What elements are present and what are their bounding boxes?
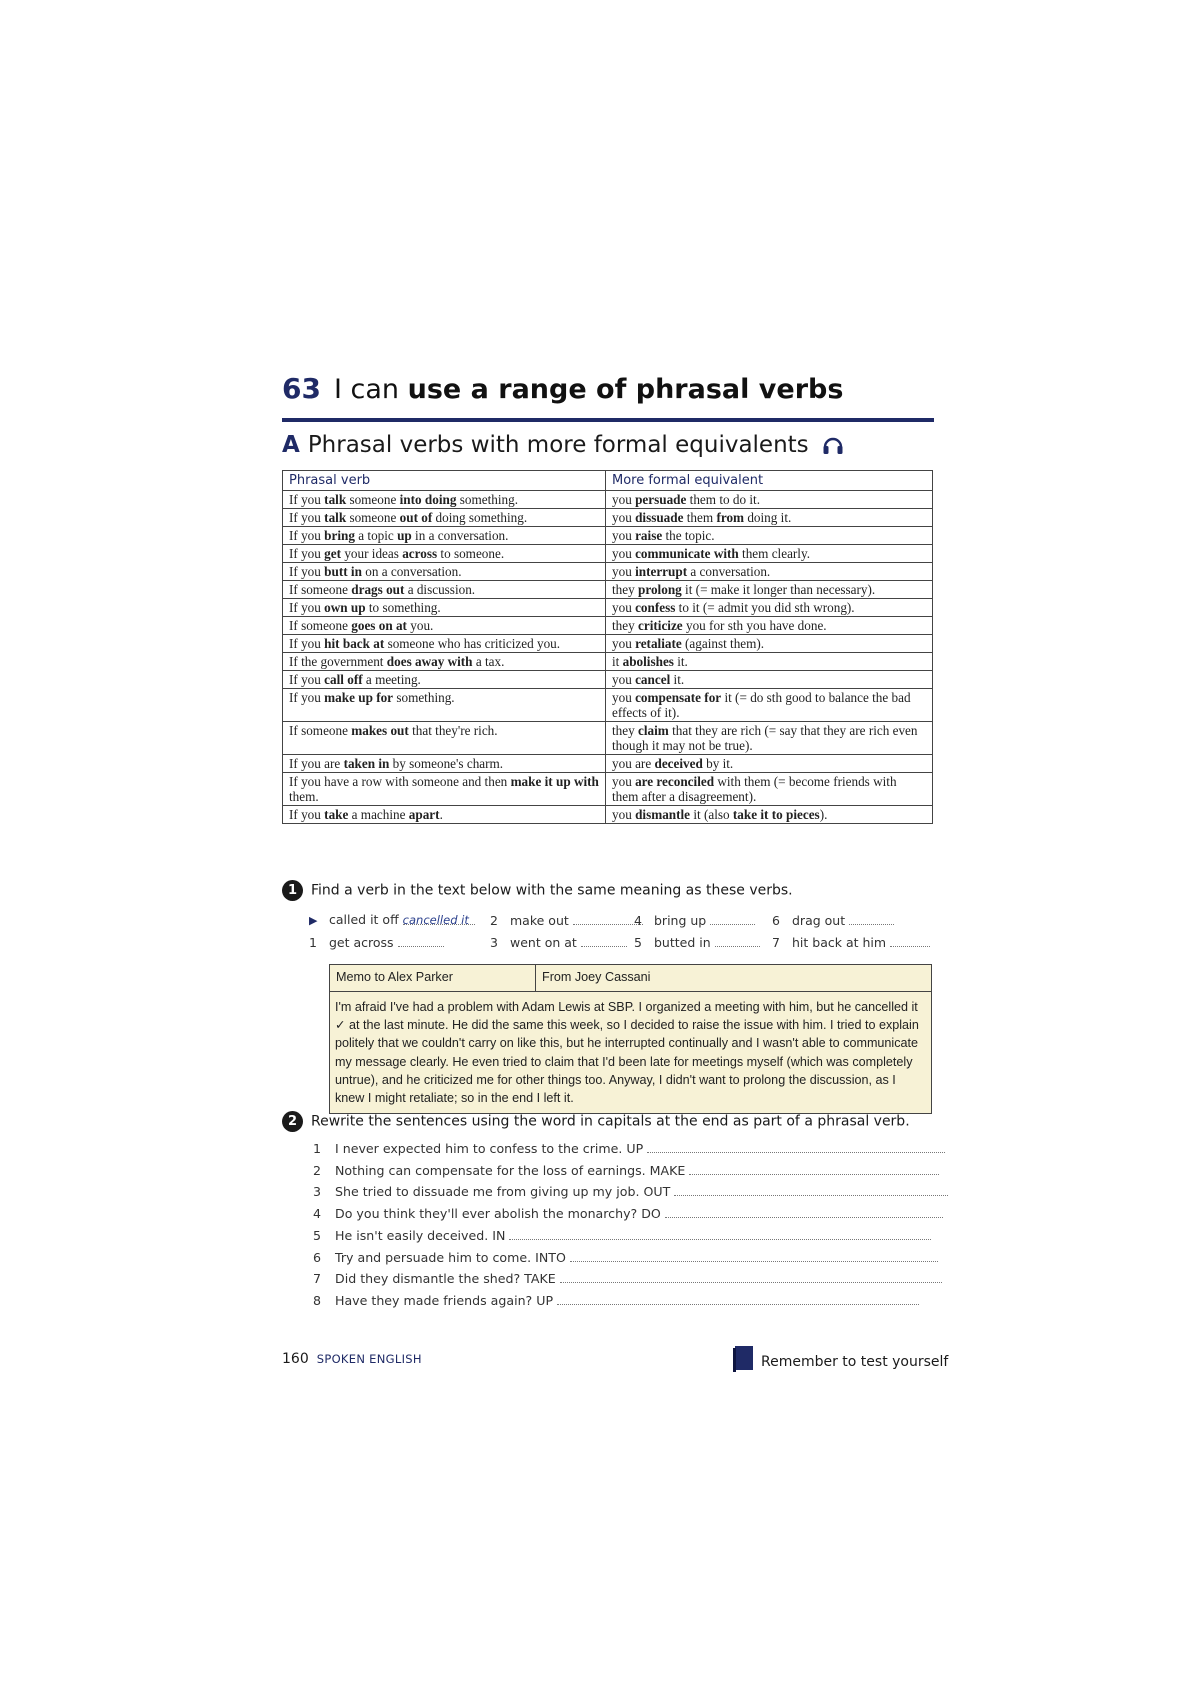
list-item: 7 hit back at him	[772, 934, 930, 950]
phrasal-verb-cell: If you butt in on a conversation.	[283, 563, 606, 581]
item-number: 6	[313, 1249, 322, 1265]
answer-blank[interactable]	[849, 912, 894, 925]
phrasal-verb-cell: If you own up to something.	[283, 599, 606, 617]
formal-equivalent-cell: you cancel it.	[606, 671, 933, 689]
item-text: Nothing can compensate for the loss of earnings. MAKE	[335, 1162, 686, 1178]
phrasal-verb-cell: If you have a row with someone and then make it up with them.	[283, 773, 606, 806]
formal-equivalent-cell: you dissuade them from doing it.	[606, 509, 933, 527]
header-formal-equivalent: More formal equivalent	[606, 471, 933, 491]
phrasal-verb-cell: If you talk someone out of doing something.	[283, 509, 606, 527]
answer-blank[interactable]	[509, 1227, 931, 1240]
table-body	[283, 491, 933, 824]
answer-blank[interactable]	[581, 934, 627, 947]
section-a-heading	[282, 432, 844, 461]
formal-equivalent-cell: they criticize you for sth you have done.	[606, 617, 933, 635]
table-header-row	[283, 471, 933, 491]
list-item: 5 butted in	[634, 934, 760, 950]
formal-equivalent-cell: you compensate for it (= do sth good to balance the bad effects of it).	[606, 689, 933, 722]
list-item	[313, 1249, 938, 1265]
phrasal-verb-cell: If you hit back at someone who has criticized you.	[283, 635, 606, 653]
formal-equivalent-cell: you retaliate (against them).	[606, 635, 933, 653]
item-number: 4	[313, 1206, 322, 1222]
phrasal-verb-cell: If someone makes out that they're rich.	[283, 722, 606, 755]
example-answer-blank[interactable]	[403, 912, 475, 925]
table-row	[283, 689, 933, 722]
page-footer-left	[282, 1351, 422, 1367]
formal-equivalent-cell: you communicate with them clearly.	[606, 545, 933, 563]
formal-equivalent-cell: you confess to it (= admit you did sth wrong).	[606, 599, 933, 617]
list-item	[313, 1270, 942, 1286]
item-text: He isn't easily deceived. IN	[335, 1227, 506, 1243]
memo-body: I'm afraid I've had a problem with Adam Lewis at SBP. I organized a meeting with him, but he cancelled it ✓ at the last minute. He did the same this week, so I decided to raise the issue with him. I tried to explain politely that we couldn't carry on like this, but he interrupted continually and I wasn't able to communicate my message clearly. He even tried to claim that I'd been late for meetings myself (which was completely untrue), and he criticized me for other things too. Anyway, I didn't want to prolong the discussion, as I knew I might retaliate; so in the end I left it.	[335, 1000, 919, 1106]
footer-section: SPOKEN ENGLISH	[316, 1352, 422, 1366]
formal-equivalent-cell: it abolishes it.	[606, 653, 933, 671]
exercise-1-instruction: Find a verb in the text below with the same meaning as these verbs.	[311, 882, 793, 899]
answer-blank[interactable]	[573, 912, 643, 925]
answer-blank[interactable]	[710, 912, 755, 925]
formal-equivalent-cell: you are reconciled with them (= become friends with them after a disagreement).	[606, 773, 933, 806]
list-item	[313, 1205, 943, 1221]
table-row	[283, 635, 933, 653]
exercise-2-heading	[282, 1111, 910, 1132]
list-item	[313, 1183, 948, 1199]
answer-blank[interactable]	[890, 934, 930, 947]
exercise-number-badge: 2	[282, 1111, 303, 1132]
unit-title-bold: use a range of phrasal verbs	[407, 374, 844, 405]
phrasal-verb-cell: If you take a machine apart.	[283, 806, 606, 824]
answer-blank[interactable]	[689, 1162, 939, 1175]
exercise-number-badge: 1	[282, 880, 303, 901]
phrasal-verb-cell: If you bring a topic up in a conversation.	[283, 527, 606, 545]
list-item: 4 bring up	[634, 912, 755, 928]
memo-header	[330, 965, 931, 992]
list-item	[313, 1162, 939, 1178]
list-item: 1 get across	[309, 934, 444, 950]
table-row	[283, 527, 933, 545]
item-text: Did they dismantle the shed? TAKE	[335, 1271, 556, 1287]
memo-to: Memo to Alex Parker	[330, 965, 536, 991]
phrasal-verb-cell: If you make up for something.	[283, 689, 606, 722]
item-number: 7	[313, 1271, 322, 1287]
memo-box	[329, 964, 932, 1114]
table-row	[283, 806, 933, 824]
formal-equivalent-cell: you raise the topic.	[606, 527, 933, 545]
table-row	[283, 617, 933, 635]
table-row	[283, 755, 933, 773]
phrasal-verb-cell: If you talk someone into doing something.	[283, 491, 606, 509]
list-item	[313, 1292, 919, 1308]
phrasal-verb-cell: If you call off a meeting.	[283, 671, 606, 689]
formal-equivalent-cell: you are deceived by it.	[606, 755, 933, 773]
play-arrow-icon: ▶	[309, 914, 318, 927]
phrasal-verb-cell: If someone goes on at you.	[283, 617, 606, 635]
header-phrasal-verb: Phrasal verb	[283, 471, 606, 491]
table-row	[283, 599, 933, 617]
phrasal-verb-cell: If the government does away with a tax.	[283, 653, 606, 671]
unit-title-lead: I can	[334, 374, 408, 405]
exercise-2-instruction: Rewrite the sentences using the word in capitals at the end as part of a phrasal verb.	[311, 1113, 910, 1130]
formal-equivalent-cell: they prolong it (= make it longer than necessary).	[606, 581, 933, 599]
table-row	[283, 545, 933, 563]
formal-equivalent-cell: they claim that they are rich (= say that they are rich even though it may not be true).	[606, 722, 933, 755]
exercise-1-example	[309, 912, 475, 927]
formal-equivalent-cell: you persuade them to do it.	[606, 491, 933, 509]
unit-heading	[282, 370, 934, 422]
item-text: Have they made friends again? UP	[335, 1292, 554, 1308]
list-item: 3 went on at	[490, 934, 627, 950]
page-footer-right	[731, 1344, 948, 1376]
answer-blank[interactable]	[557, 1292, 919, 1305]
list-item	[313, 1227, 931, 1243]
phrasal-verb-cell: If someone drags out a discussion.	[283, 581, 606, 599]
item-text: She tried to dissuade me from giving up my job. OUT	[335, 1184, 671, 1200]
book-icon	[731, 1344, 755, 1376]
item-number: 1	[313, 1141, 322, 1156]
list-item	[313, 1140, 945, 1156]
item-number: 5	[313, 1227, 322, 1243]
table-row	[283, 509, 933, 527]
item-number: 2	[313, 1162, 322, 1178]
item-text: Do you think they'll ever abolish the monarchy? DO	[335, 1206, 661, 1222]
formal-equivalent-cell: you dismantle it (also take it to pieces).	[606, 806, 933, 824]
example-label: called it off	[329, 912, 399, 927]
headphones-icon	[822, 435, 844, 461]
test-reminder: Remember to test yourself	[761, 1354, 949, 1370]
table-row	[283, 671, 933, 689]
item-number: 3	[313, 1184, 322, 1200]
phrasal-verb-cell: If you are taken in by someone's charm.	[283, 755, 606, 773]
answer-blank[interactable]	[398, 934, 444, 947]
answer-blank[interactable]	[560, 1270, 942, 1283]
list-item: 6 drag out	[772, 912, 894, 928]
section-title: Phrasal verbs with more formal equivalents	[307, 432, 809, 458]
exercise-1-heading	[282, 880, 793, 901]
item-text: I never expected him to confess to the crime. UP	[335, 1141, 644, 1156]
table-row	[283, 581, 933, 599]
answer-blank[interactable]	[647, 1140, 945, 1153]
item-number: 8	[313, 1292, 322, 1308]
page-number: 160	[282, 1351, 309, 1367]
unit-title	[334, 374, 843, 405]
unit-number: 63	[282, 372, 321, 405]
answer-blank[interactable]	[674, 1183, 948, 1196]
formal-equivalent-cell: you interrupt a conversation.	[606, 563, 933, 581]
table-row	[283, 722, 933, 755]
phrasal-verb-cell: If you get your ideas across to someone.	[283, 545, 606, 563]
table-row	[283, 491, 933, 509]
example-answer: cancelled it	[402, 913, 469, 927]
table-row	[283, 653, 933, 671]
answer-blank[interactable]	[570, 1249, 938, 1262]
list-item: 2 make out	[490, 912, 643, 928]
item-text: Try and persuade him to come. INTO	[335, 1249, 566, 1265]
answer-blank[interactable]	[715, 934, 760, 947]
table-row	[283, 773, 933, 806]
table-row	[283, 563, 933, 581]
phrasal-verb-table	[282, 470, 933, 824]
memo-from: From Joey Cassani	[542, 970, 651, 984]
section-letter: A	[282, 432, 300, 458]
answer-blank[interactable]	[665, 1205, 943, 1218]
